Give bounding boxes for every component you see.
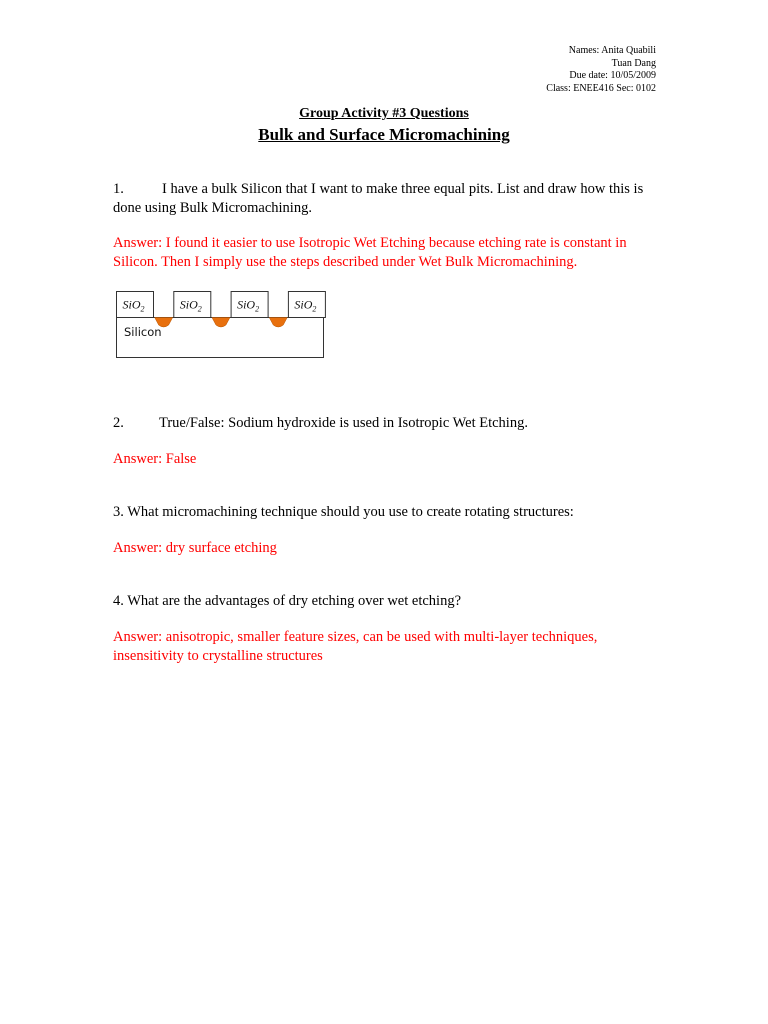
question-3-text: What micromachining technique should you use to create rotating structures: xyxy=(127,504,574,520)
topic-title: Bulk and Surface Micromachining xyxy=(258,125,510,144)
silicon-pits-diagram xyxy=(113,285,328,360)
question-2-number: 2. xyxy=(113,415,124,431)
question-4 xyxy=(113,592,663,611)
question-1-text: I have a bulk Silicon that I want to make three equal pits. List and draw how this is done using Bulk Micromachining. xyxy=(113,181,644,216)
due-date-line: Due date: 10/05/2009 xyxy=(569,70,656,81)
question-3 xyxy=(113,503,663,522)
answer-3: Answer: dry surface etching xyxy=(113,540,277,556)
answer-2: Answer: False xyxy=(113,451,197,467)
answer-1: Answer: I found it easier to use Isotropic Wet Etching because etching rate is constant in Silicon. Then I simply use the steps described under Wet Bulk Micromachining. xyxy=(113,235,627,270)
substrate-label: Silicon xyxy=(124,325,162,339)
question-1 xyxy=(113,180,663,218)
question-2 xyxy=(113,414,663,433)
question-1-number: 1. xyxy=(113,181,124,197)
names-line: Names: Anita Quabili xyxy=(568,45,656,56)
oxide-label-4: SiO$_2$ xyxy=(294,297,317,314)
activity-title: Group Activity #3 Questions xyxy=(299,106,469,121)
question-3-number: 3. xyxy=(113,504,124,520)
header-block xyxy=(546,45,656,95)
oxide-label-1: SiO$_2$ xyxy=(122,297,145,314)
question-2-text: True/False: Sodium hydroxide is used in Isotropic Wet Etching. xyxy=(159,415,528,431)
second-name-line: Tuan Dang xyxy=(611,57,656,69)
answer-4: Answer: anisotropic, smaller feature sizes, can be used with multi-layer techniques, insensitivity to crystalline structures xyxy=(113,629,598,664)
oxide-label-2: SiO$_2$ xyxy=(179,297,202,314)
question-4-number: 4. xyxy=(113,593,124,609)
class-line: Class: ENEE416 Sec: 0102 xyxy=(546,82,656,94)
oxide-label-3: SiO$_2$ xyxy=(237,297,260,314)
question-4-text: What are the advantages of dry etching over wet etching? xyxy=(127,593,462,609)
